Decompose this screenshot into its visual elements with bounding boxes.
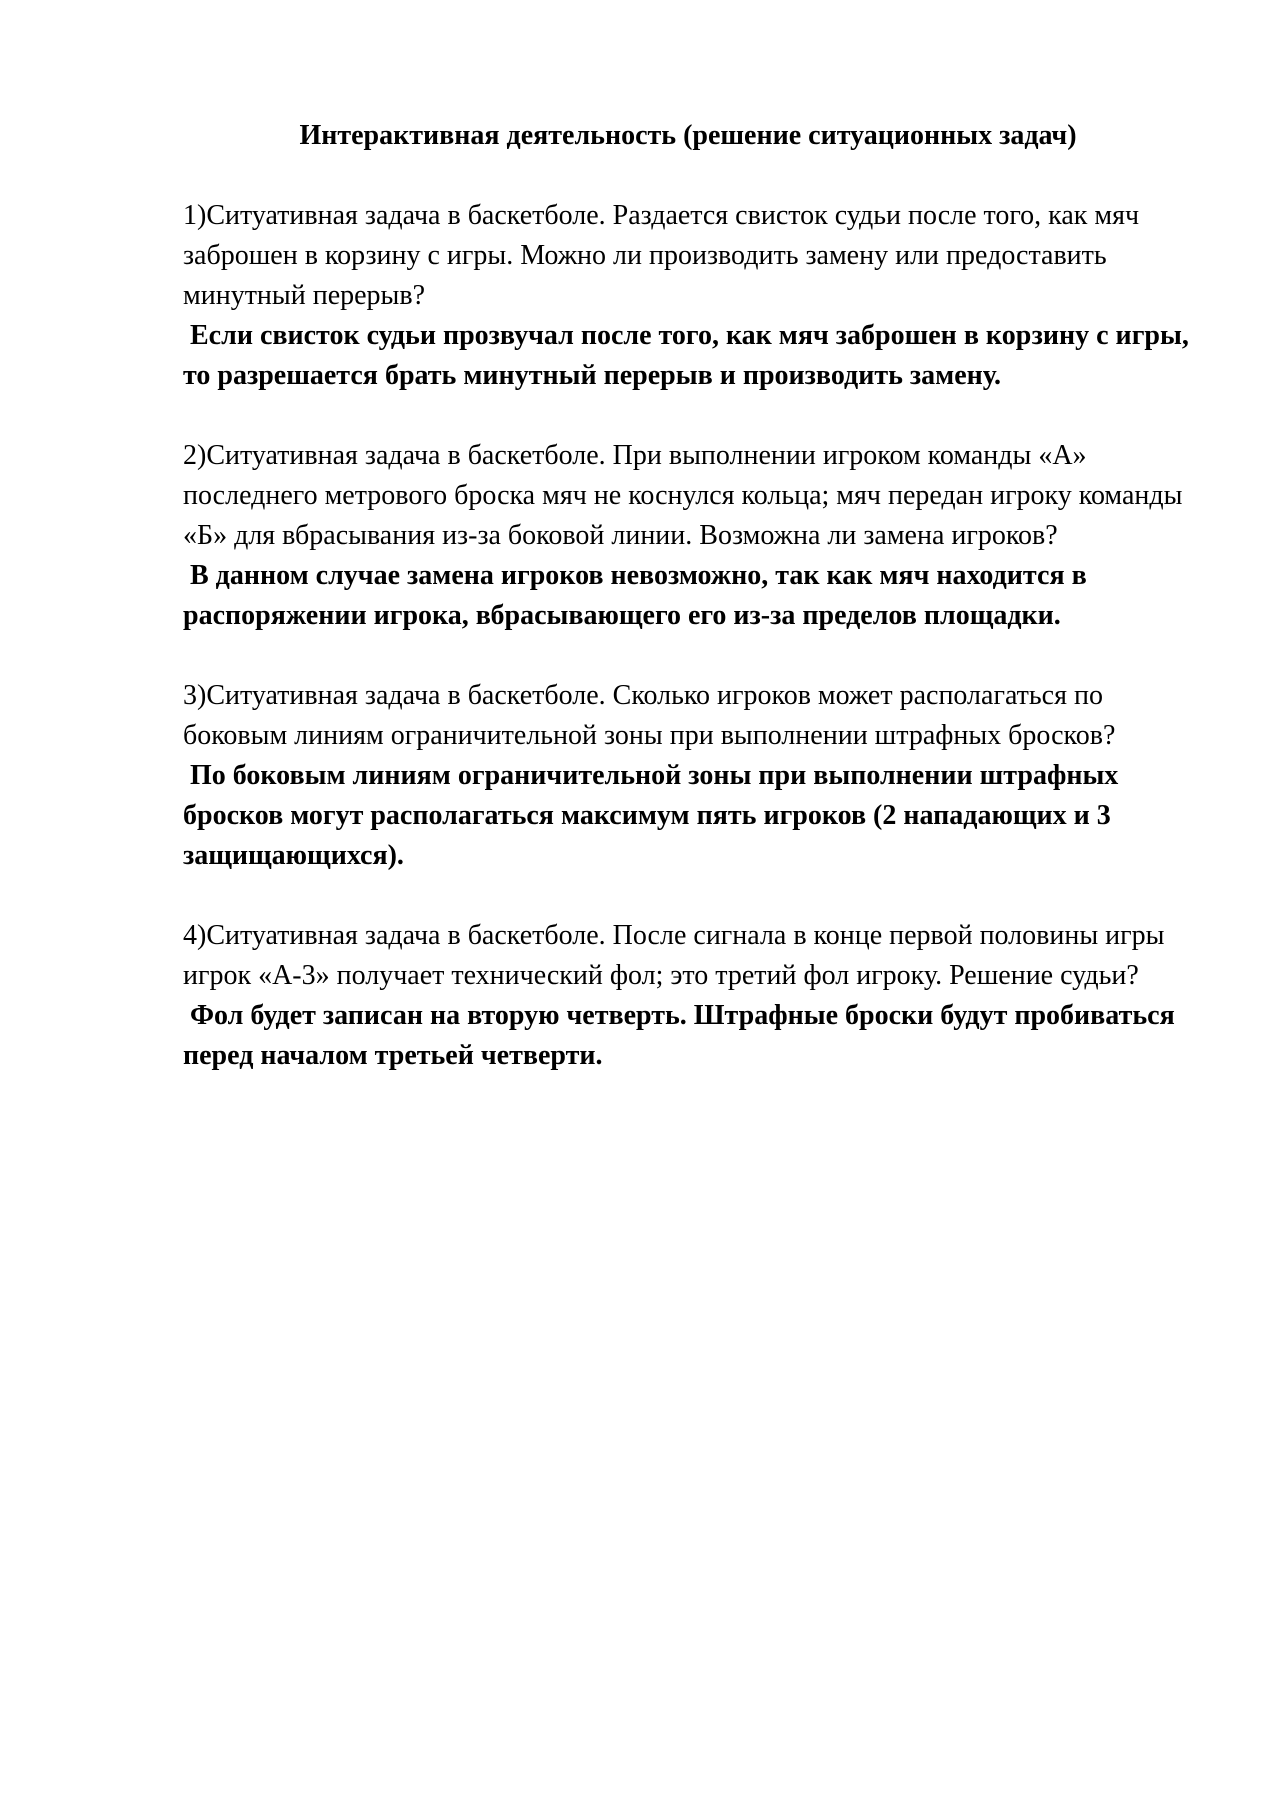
document-title: Интерактивная деятельность (решение ситуационных задач) bbox=[299, 120, 1077, 151]
task-question: 1)Ситуативная задача в баскетболе. Раздается свисток судьи после того, как мяч заброшен в корзину с игры. Можно ли производить замену или предоставить минутный перерыв? bbox=[183, 200, 1140, 311]
task-question: 4)Ситуативная задача в баскетболе. После сигнала в конце первой половины игры игрок «А-3» получает технический фол; это третий фол игроку. Решение судьи? bbox=[183, 920, 1165, 991]
task-list bbox=[183, 196, 1196, 1076]
task-4 bbox=[183, 916, 1193, 1076]
task-2 bbox=[183, 436, 1193, 636]
document-body bbox=[183, 116, 1196, 1076]
task-3 bbox=[183, 676, 1193, 876]
task-answer: По боковым линиям ограничительной зоны при выполнении штрафных бросков могут располагаться максимум пять игроков (2 нападающих и 3 защищающихся). bbox=[183, 760, 1126, 871]
task-1 bbox=[183, 196, 1196, 396]
task-question: 2)Ситуативная задача в баскетболе. При выполнении игроком команды «А» последнего метрового броска мяч не коснулся кольца; мяч передан игроку команды «Б» для вбрасывания из-за боковой линии. Возможна ли замена игроков? bbox=[183, 440, 1183, 551]
task-answer: Если свисток судьи прозвучал после того, как мяч заброшен в корзину с игры, то разрешается брать минутный перерыв и производить замену. bbox=[183, 320, 1196, 391]
task-answer: В данном случае замена игроков невозможно, так как мяч находится в распоряжении игрока, вбрасывающего его из-за пределов площадки. bbox=[183, 560, 1094, 631]
task-answer: Фол будет записан на вторую четверть. Штрафные броски будут пробиваться перед началом третьей четверти. bbox=[183, 1000, 1182, 1071]
task-question: 3)Ситуативная задача в баскетболе. Сколько игроков может располагаться по боковым линиям ограничительной зоны при выполнении штрафных бросков? bbox=[183, 680, 1116, 751]
